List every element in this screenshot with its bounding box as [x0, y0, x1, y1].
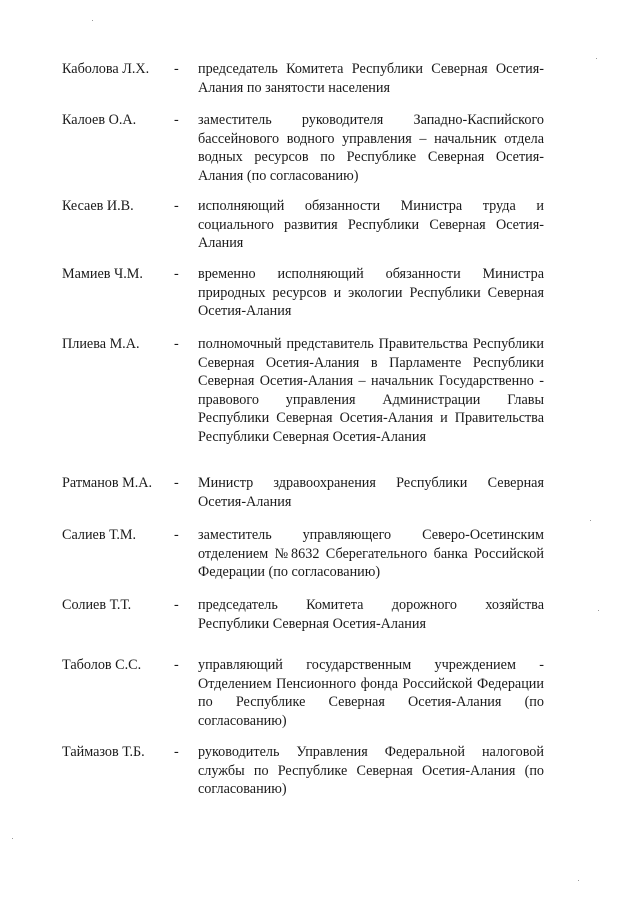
member-name: Таболов С.С.	[62, 657, 142, 673]
member-description: исполняющий обязанности Министра труда и социального развития Республики Северная Осетия-Алания	[198, 198, 544, 252]
member-name: Таймазов Т.Б.	[62, 744, 145, 760]
member-description: полномочный представитель Правительства Республики Северная Осетия-Алания в Парламенте Республики Северная Осетия-Алания – начальник Государственно - правового управления Администрации Главы Республики Северная Осетия-Алания и Правительства Республики Северная Осетия-Алания	[198, 336, 544, 445]
member-description: Министр здравоохранения Республики Северная Осетия-Алания	[198, 475, 544, 510]
member-description: председатель Комитета Республики Северная Осетия-Алания по занятости населения	[198, 61, 544, 96]
member-description: управляющий государственным учреждением - Отделением Пенсионного фонда Российской Федерации по Республике Северная Осетия-Алания (по согласованию)	[198, 657, 544, 729]
member-dash: -	[174, 657, 179, 673]
member-dash: -	[174, 336, 179, 352]
member-name: Салиев Т.М.	[62, 527, 137, 543]
member-dash: -	[174, 112, 179, 128]
member-description: заместитель управляющего Северо-Осетинским отделением №8632 Сберегательного банка Российской Федерации (по согласованию)	[198, 527, 544, 581]
scan-speck	[590, 520, 591, 521]
member-name: Ратманов М.А.	[62, 475, 153, 491]
member-description: руководитель Управления Федеральной налоговой службы по Республике Северная Осетия-Алания (по согласованию)	[198, 744, 544, 798]
scan-speck	[12, 838, 13, 839]
member-dash: -	[174, 597, 179, 613]
member-dash: -	[174, 61, 179, 77]
scan-speck	[596, 58, 597, 59]
member-dash: -	[174, 198, 179, 214]
member-name: Солиев Т.Т.	[62, 597, 132, 613]
member-dash: -	[174, 475, 179, 491]
member-description: заместитель руководителя Западно-Каспийского бассейнового водного управления – начальник отдела водных ресурсов по Республике Северная Осетия-Алания (по согласованию)	[198, 112, 544, 184]
scan-speck	[92, 20, 93, 21]
member-dash: -	[174, 527, 179, 543]
member-name: Калоев О.А.	[62, 112, 137, 128]
scan-speck	[598, 610, 599, 611]
member-name: Кесаев И.В.	[62, 198, 134, 214]
member-description: председатель Комитета дорожного хозяйства Республики Северная Осетия-Алания	[198, 597, 544, 632]
member-dash: -	[174, 744, 179, 760]
member-name: Каболова Л.Х.	[62, 61, 150, 77]
member-name: Плиева М.А.	[62, 336, 140, 352]
member-name: Мамиев Ч.М.	[62, 266, 143, 282]
scan-speck	[578, 880, 579, 881]
member-description: временно исполняющий обязанности Министра природных ресурсов и экологии Республики Северная Осетия-Алания	[198, 266, 544, 320]
member-dash: -	[174, 266, 179, 282]
